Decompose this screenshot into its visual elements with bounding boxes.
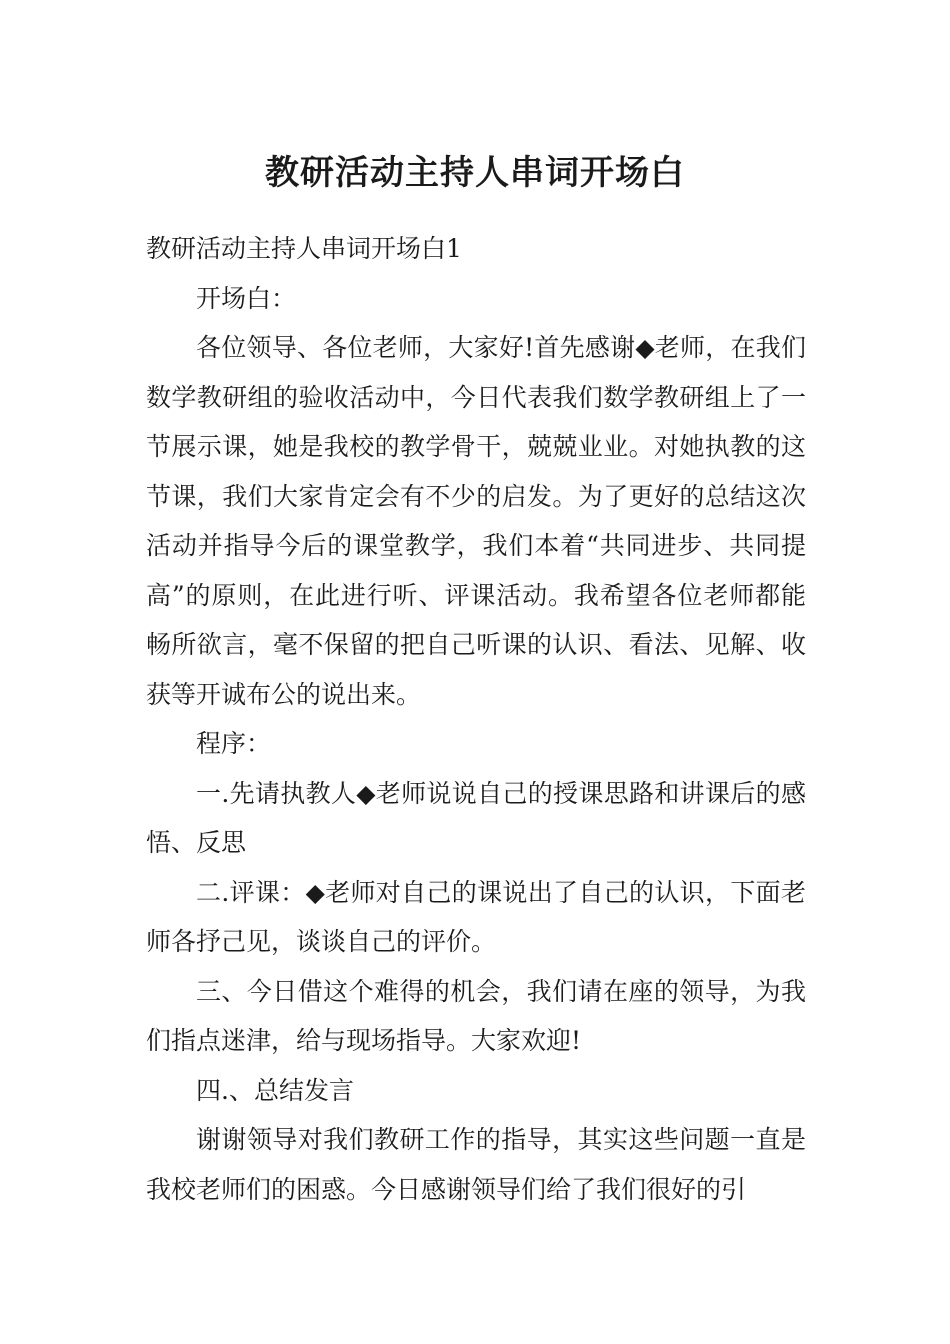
document-body <box>146 224 806 1214</box>
paragraph-procedure-label: 程序： <box>196 729 272 758</box>
paragraph-step-four: 四.、总结发言 <box>196 1075 354 1105</box>
section-heading: 教研活动主持人串词开场白1 <box>146 234 462 263</box>
document-title: 教研活动主持人串词开场白 <box>265 152 685 193</box>
paragraph-opening-speech: 各位领导、各位老师，大家好!首先感谢◆老师，在我们数学教研组的验收活动中，今日代表我们数学教研组上了一节展示课，她是我校的教学骨干，兢兢业业。对她执教的这节课，我们大家肯定会有不少的启发。为了更好的总结这次活动并指导今后的课堂教学，我们本着“共同进步、共同提高”的原则，在此进行听、评课活动。我希望各位老师都能畅所欲言，毫不保留的把自己听课的认识、看法、见解、收获等开诚布公的说出来。 <box>146 333 806 709</box>
paragraph-closing: 谢谢领导对我们教研工作的指导，其实这些问题一直是我校老师们的困惑。今日感谢领导们给了我们很好的引 <box>146 1125 806 1204</box>
paragraph-step-three: 三、今日借这个难得的机会，我们请在座的领导，为我们指点迷津，给与现场指导。大家欢迎! <box>146 976 806 1055</box>
paragraph-step-one: 一.先请执教人◆老师说说自己的授课思路和讲课后的感悟、反思 <box>146 778 806 857</box>
paragraph-step-two: 二.评课：◆老师对自己的课说出了自己的认识，下面老师各抒己见，谈谈自己的评价。 <box>146 877 806 956</box>
paragraph-opening-label: 开场白： <box>196 283 297 313</box>
